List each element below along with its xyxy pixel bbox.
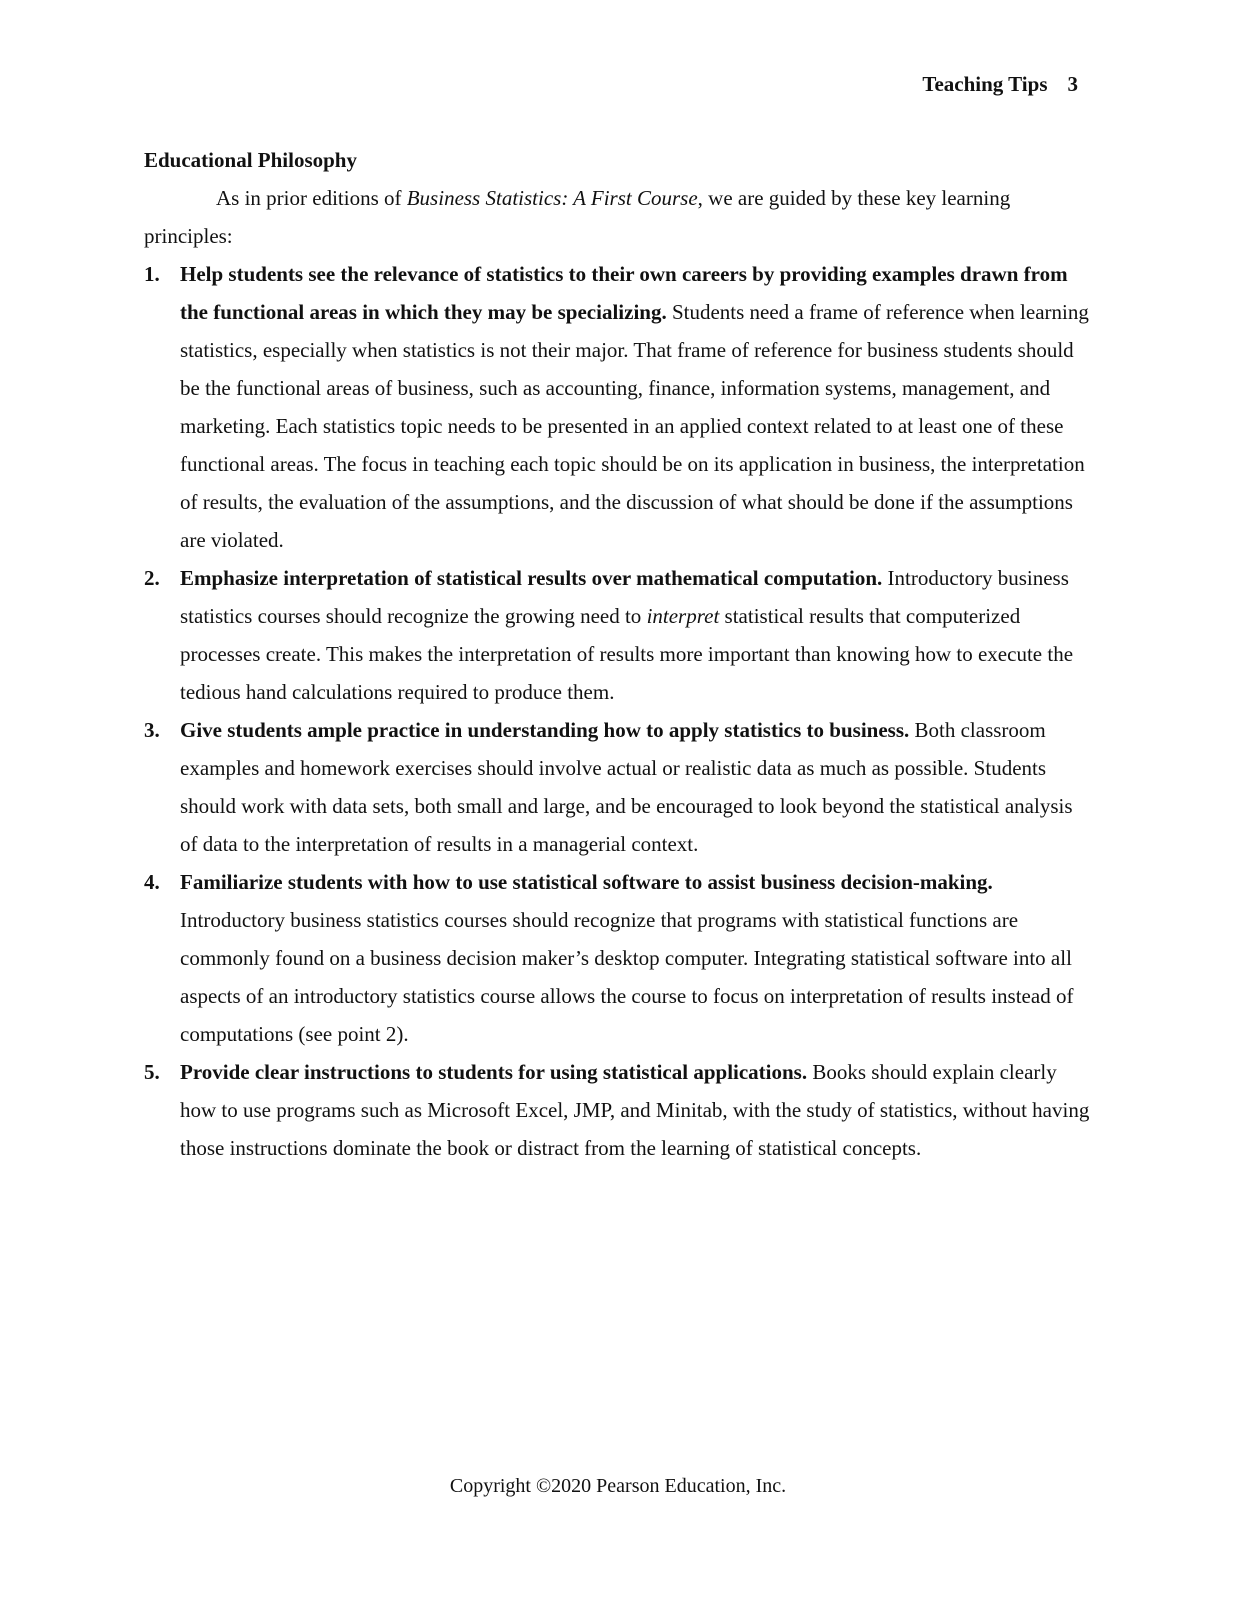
principle-body: Students need a frame of reference when learning statistics, especially when statistics is not their major. That frame of reference for business students should be the functional areas of business, such as accounting, finance, information systems, management, and marketing. Each statistics topic needs to be presented in an applied context related to at least one of these functional areas. The focus in teaching each topic should be on its application in business, the interpretation of results, the evaluation of the assumptions, and the discussion of what should be done if the assumptions are violated.: [180, 300, 1089, 552]
list-item-number: 5.: [144, 1060, 160, 1084]
principle-lead: Provide clear instructions to students for using statistical applications.: [180, 1060, 808, 1084]
intro-text-end: , we are guided by these key learning principles:: [144, 186, 1011, 248]
section-heading: Educational Philosophy: [144, 148, 357, 172]
copyright-footer: Copyright ©2020 Pearson Education, Inc.: [449, 1475, 787, 1497]
principle-lead: Familiarize students with how to use statistical software to assist business decision-making.: [180, 870, 993, 894]
intro-paragraph: [144, 179, 1092, 255]
list-item: [144, 1053, 1092, 1167]
header-title: Teaching Tips: [922, 72, 1048, 96]
principle-body: Both classroom examples and homework exercises should involve actual or realistic data as much as possible. Students should work with data sets, both small and large, and be encouraged to look beyond the statistical analysis of data to the interpretation of results in a managerial context.: [180, 718, 1073, 856]
principle-body: Introductory business statistics courses should recognize that programs with statistical functions are commonly found on a business decision maker’s desktop computer. Integrating statistical software into all aspects of an introductory statistics course allows the course to focus on interpretation of results instead of computations (see point 2).: [180, 908, 1074, 1046]
page-content: [144, 141, 1092, 1167]
emphasized-word: interpret: [646, 604, 720, 628]
principle-body-end: statistical results that computerized processes create. This makes the interpretation of results more important than knowing how to execute the tedious hand calculations required to produce them.: [180, 604, 1074, 704]
principle-lead: Emphasize interpretation of statistical results over mathematical computation.: [180, 566, 883, 590]
book-title: Business Statistics: A First Course: [406, 186, 698, 210]
principle-lead: Help students see the relevance of statistics to their own careers by providing examples drawn from the functional areas in which they may be specializing.: [180, 262, 1068, 324]
list-item-number: 4.: [144, 870, 160, 894]
page-number: 3: [1067, 72, 1078, 96]
list-item: [144, 255, 1092, 559]
list-item-number: 2.: [144, 566, 160, 590]
running-header: [922, 70, 1078, 98]
list-item: [144, 559, 1092, 711]
principle-lead: Give students ample practice in understanding how to apply statistics to business.: [180, 718, 910, 742]
list-item: [144, 863, 1092, 1053]
principles-list: [144, 255, 1092, 1167]
list-item-number: 3.: [144, 718, 160, 742]
list-item-number: 1.: [144, 262, 160, 286]
principle-body: Books should explain clearly how to use programs such as Microsoft Excel, JMP, and Minitab, with the study of statistics, without having those instructions dominate the book or distract from the learning of statistical concepts.: [180, 1060, 1090, 1160]
principle-body-start: Introductory business statistics courses should recognize the growing need to: [180, 566, 1069, 628]
list-item: [144, 711, 1092, 863]
intro-text-start: As in prior editions of: [216, 186, 407, 210]
